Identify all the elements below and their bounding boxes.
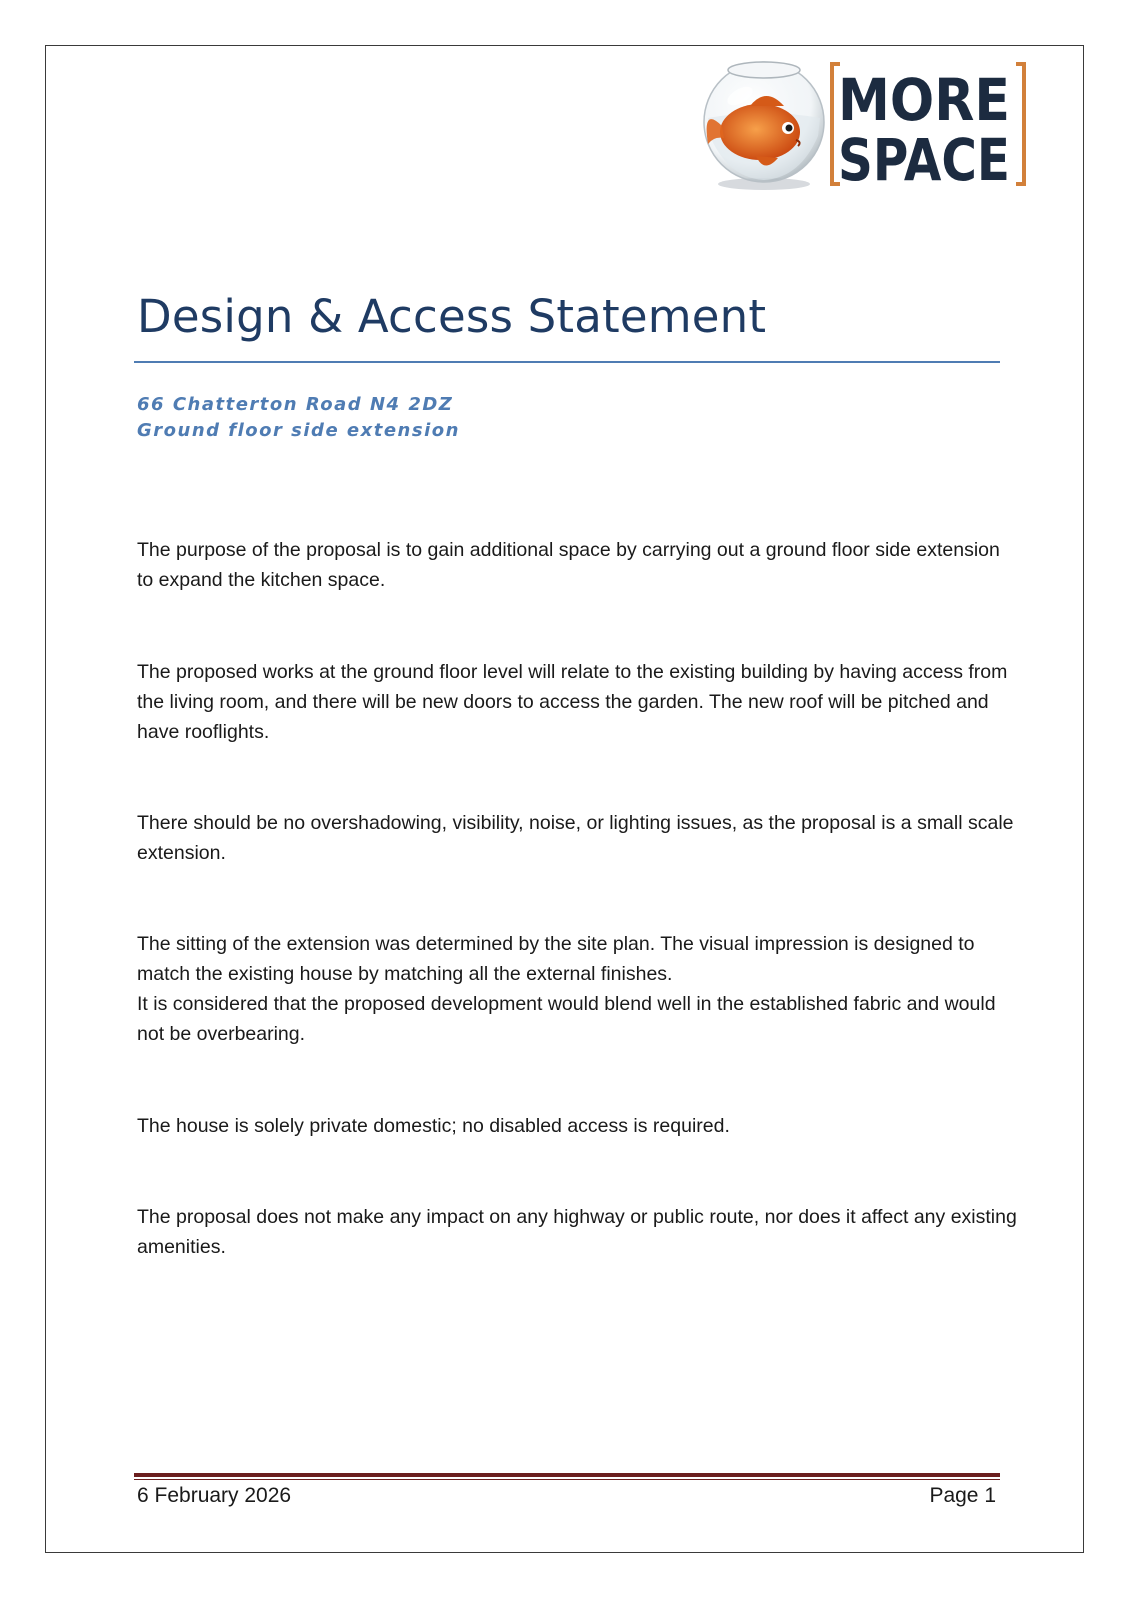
logo-text-more: MORE	[838, 66, 1010, 134]
fishbowl-icon	[704, 62, 824, 190]
page-border	[45, 45, 1084, 1553]
logo-text-space: SPACE	[838, 126, 1010, 194]
paragraph-works: The proposed works at the ground floor level will relate to the existing building by having access from the living room, and there will be new doors to access the garden. The new roof will be pitched and have rooflights.	[137, 661, 1008, 743]
footer-divider	[134, 1473, 1000, 1477]
page-number: Page 1	[929, 1484, 996, 1507]
project-description: Ground floor side extension	[137, 420, 460, 441]
project-address: 66 Chatterton Road N4 2DZ	[137, 394, 454, 415]
paragraph-fabric: It is considered that the proposed development would blend well in the established fabric and would not be overbearing.	[137, 993, 996, 1045]
more-space-logo	[700, 56, 1050, 196]
title-divider	[134, 361, 1000, 363]
paragraph-siting: The sitting of the extension was determined by the site plan. The visual impression is designed to match the existing house by matching all the external finishes.	[137, 933, 975, 985]
paragraph-impact: There should be no overshadowing, visibility, noise, or lighting issues, as the proposal is a small scale extension.	[137, 812, 1014, 864]
page-title: Design & Access Statement	[137, 290, 767, 343]
paragraph-access: The house is solely private domestic; no disabled access is required.	[137, 1115, 730, 1137]
paragraph-siting-group	[137, 929, 1017, 1049]
footer-date: 6 February 2026	[137, 1484, 292, 1507]
paragraph-purpose: The purpose of the proposal is to gain additional space by carrying out a ground floor side extension to expand the kitchen space.	[137, 539, 1000, 591]
footer-divider-thin	[134, 1479, 1000, 1480]
paragraph-highways: The proposal does not make any impact on any highway or public route, nor does it affect any existing amenities.	[137, 1206, 1017, 1258]
logo-bracket-right	[1016, 64, 1024, 184]
